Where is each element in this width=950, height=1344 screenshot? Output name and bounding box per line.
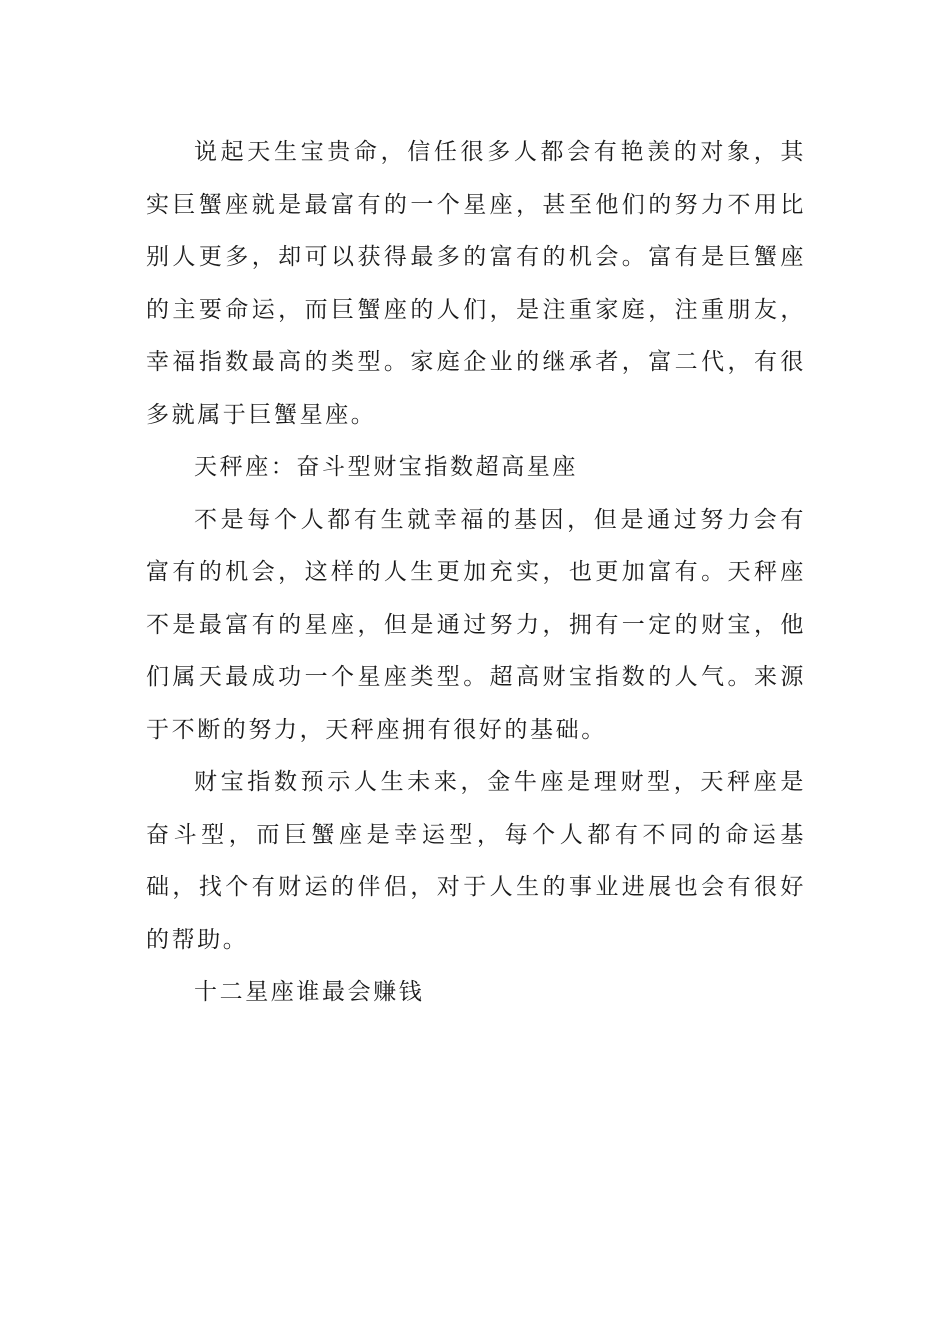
- heading-zodiac-money: 十二星座谁最会赚钱: [194, 979, 425, 1005]
- paragraph-cancer-wealth: 说起天生宝贵命，信任很多人都会有艳羡的对象，其实巨蟹座就是最富有的一个星座，甚至他们的努力不用比别人更多，却可以获得最多的富有的机会。富有是巨蟹座的主要命运，而巨蟹座的人们，是注重家庭，注重朋友，幸福指数最高的类型。家庭企业的继承者，富二代，有很多就属于巨蟹星座。: [146, 139, 806, 428]
- heading-libra: 天秤座：奋斗型财宝指数超高星座: [194, 454, 578, 480]
- document-body: [146, 126, 806, 1019]
- paragraph-libra-wealth: 不是每个人都有生就幸福的基因，但是通过努力会有富有的机会，这样的人生更加充实，也更加富有。天秤座不是最富有的星座，但是通过努力，拥有一定的财宝，他们属天最成功一个星座类型。超高财宝指数的人气。来源于不断的努力，天秤座拥有很好的基础。: [146, 506, 806, 743]
- paragraph-wealth-index-summary: 财宝指数预示人生未来，金牛座是理财型，天秤座是奋斗型，而巨蟹座是幸运型，每个人都有不同的命运基础，找个有财运的伴侣，对于人生的事业进展也会有很好的帮助。: [146, 769, 806, 953]
